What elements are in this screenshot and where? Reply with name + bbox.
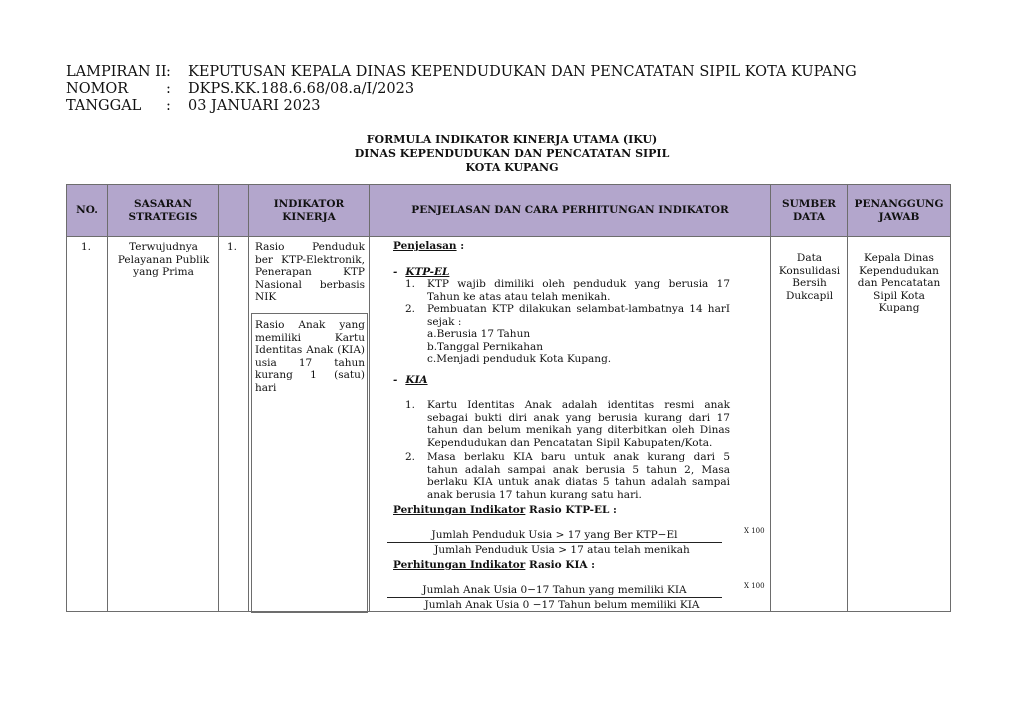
ktp-sub-list: [427, 328, 730, 366]
col-header-penanggung-line: JAWAB: [878, 210, 920, 223]
ktp-item-line: sejak :: [427, 315, 462, 328]
kia-item-line: tahun adalah sampai anak berusia 5 tahun 2, Masa: [427, 463, 730, 476]
kia-item-number: 2.: [405, 451, 416, 463]
kia-item-number: 1.: [405, 399, 416, 411]
doc-title-line-3: KOTA KUPANG: [465, 161, 559, 174]
col-header-indikator-line: INDIKATOR: [273, 197, 345, 210]
col-header-sasaran-line: STRATEGIS: [128, 210, 198, 223]
penanggung-line: dan Pencatatan: [857, 277, 941, 289]
sasaran-line: Pelayanan Publik: [117, 253, 210, 266]
ktp-item-1: [427, 278, 730, 303]
ktp-sub-item: a.Berusia 17 Tahun: [427, 328, 531, 340]
kia-item-line: Masa berlaku KIA baru untuk anak kurang dari 5: [427, 451, 730, 463]
col-header-sasaran-line: SASARAN: [134, 197, 192, 210]
doc-title-line-1: FORMULA INDIKATOR KINERJA UTAMA (IKU): [366, 133, 658, 146]
kia-item-line: anak berusia 17 tahun kurang satu hari.: [427, 488, 642, 501]
ktp-item-line: Pembuatan KTP dilakukan selambat-lambatnya 14 harI: [427, 303, 730, 315]
col-body-subno: [219, 237, 249, 611]
ktp-sub-item: b.Tanggal Pernikahan: [427, 340, 544, 353]
col-header-sumber-line: DATA: [792, 210, 826, 223]
indikator-line: Rasio Penduduk: [255, 241, 365, 253]
col-body-no: [67, 237, 108, 611]
kia-item-1: [427, 399, 730, 449]
indikator-line: memiliki Kartu: [255, 331, 365, 344]
sumber-line: Dukcapil: [785, 289, 834, 302]
kia-title: KIA: [405, 374, 428, 386]
kia-denominator: Jumlah Anak Usia 0 −17 Tahun belum memiliki KIA: [424, 599, 700, 611]
sumber-cell: [771, 252, 848, 302]
col-header-no-label: NO.: [76, 204, 98, 216]
calc-ktp-label: [393, 504, 617, 517]
header-value: DKPS.KK.188.6.68/08.a/I/2023: [188, 81, 415, 97]
doc-title-line-2: DINAS KEPENDUDUKAN DAN PENCATATAN SIPIL: [354, 147, 670, 160]
calc-ktp-label-text: Perhitungan Indikator: [393, 504, 526, 516]
ktp-title: KTP-EL: [405, 266, 450, 278]
ktp-item-number: 2.: [405, 303, 416, 315]
indikator-ktp-cell: [255, 241, 365, 304]
header-key: LAMPIRAN II: [66, 64, 167, 80]
col-header-sumber-line: SUMBER: [782, 197, 836, 210]
penanggung-line: Sipil Kota: [873, 289, 925, 302]
header-sep: :: [166, 64, 171, 80]
indikator-line: usia 17 tahun: [255, 356, 365, 369]
indikator-line: kurang 1 (satu): [255, 369, 365, 381]
penanggung-line: Kupang: [878, 302, 920, 314]
calc-kia-label-rest: Rasio KIA :: [525, 559, 596, 571]
calc-kia-label: [393, 559, 595, 572]
calc-kia-label-text: Perhitungan Indikator: [393, 559, 526, 571]
kia-item-line: Kependudukan dan Pencatatan Sipil Kabupaten/Kota.: [427, 436, 713, 449]
ktp-item-line: KTP wajib dimiliki oleh penduduk yang berusia 17: [427, 278, 730, 290]
header-row-lampiran: [66, 64, 857, 81]
col-header-penjelasan: [370, 185, 771, 237]
header-key: NOMOR: [66, 81, 129, 97]
header-row-nomor: [66, 81, 414, 98]
header-row-tanggal: [66, 98, 320, 115]
row-number: 1.: [81, 241, 92, 253]
header-sep: :: [166, 98, 171, 114]
sub-number: 1.: [227, 241, 238, 253]
sumber-line: Data: [796, 252, 823, 264]
indikator-line: ber KTP-Elektronik,: [255, 253, 365, 266]
kia-item-line: berlaku KIA untuk anak diatas 5 tahun adalah sampai: [427, 476, 730, 488]
col-header-sumber: [771, 185, 848, 237]
iku-table: [66, 184, 951, 612]
penjelasan-label-text: Penjelasan: [393, 240, 457, 252]
sasaran-line: Terwujudnya: [129, 241, 198, 253]
ktp-x100: X 100: [744, 527, 765, 535]
col-header-indikator: [249, 185, 370, 237]
col-body-sasaran: [108, 237, 219, 611]
indikator-kia-cell: [255, 319, 365, 394]
header-value: 03 JANUARI 2023: [188, 98, 321, 114]
penjelasan-colon: :: [456, 240, 465, 252]
ktp-item-2: [427, 303, 730, 328]
header-sep: :: [166, 81, 171, 97]
kia-section-title: [393, 374, 428, 387]
penjelasan-label: [393, 240, 464, 253]
header-key: TANGGAL: [66, 98, 142, 114]
kia-fraction-line: [387, 597, 722, 598]
col-header-indikator-line: KINERJA: [282, 210, 336, 223]
penanggung-line: Kepala Dinas: [864, 252, 934, 264]
indikator-line: Identitas Anak (KIA): [255, 344, 365, 356]
indikator-line: Penerapan KTP: [255, 266, 365, 278]
indikator-line: hari: [255, 381, 277, 394]
ktp-item-number: 1.: [405, 278, 416, 290]
indikator-line: Nasional berbasis: [255, 278, 365, 291]
indikator-line: Rasio Anak yang: [255, 319, 365, 331]
col-header-penjelasan-label: PENJELASAN DAN CARA PERHITUNGAN INDIKATOR: [411, 204, 729, 216]
kia-item-line: tahun dan belum menikah yang diterbitkan oleh Dinas: [427, 424, 730, 436]
col-header-penanggung: [848, 185, 950, 237]
header-value: KEPUTUSAN KEPALA DINAS KEPENDUDUKAN DAN PENCATATAN SIPIL KOTA KUPANG: [188, 64, 857, 80]
col-header-subno: [219, 185, 249, 237]
col-header-no: [67, 185, 108, 237]
kia-item-line: sebagai bukti diri anak yang berusia kurang dari 17: [427, 411, 730, 424]
dash: -: [393, 374, 398, 386]
ktp-item-line: Tahun ke atas atau telah menikah.: [427, 290, 611, 303]
penanggung-line: Kependudukan: [859, 264, 939, 277]
sumber-line: Bersih: [792, 277, 827, 289]
kia-item-2: [427, 451, 730, 501]
col-header-sasaran: [108, 185, 219, 237]
kia-numerator: Jumlah Anak Usia 0−17 Tahun yang memiliki KIA: [422, 584, 687, 596]
ktp-section-title: [393, 266, 449, 279]
ktp-sub-item: c.Menjadi penduduk Kota Kupang.: [427, 353, 612, 365]
indikator-line: NIK: [255, 291, 277, 303]
calc-ktp-label-rest: Rasio KTP-EL :: [525, 504, 617, 516]
kia-x100: X 100: [744, 582, 765, 590]
sasaran-line: yang Prima: [133, 266, 194, 278]
penanggung-cell: [848, 252, 950, 315]
kia-item-line: Kartu Identitas Anak adalah identitas resmi anak: [427, 399, 730, 411]
ktp-denominator: Jumlah Penduduk Usia > 17 atau telah menikah: [434, 544, 690, 556]
ktp-fraction-line: [387, 542, 722, 543]
sumber-line: Konsulidasi: [778, 264, 841, 277]
sasaran-cell: [108, 241, 219, 279]
dash: -: [393, 266, 398, 278]
col-header-penanggung-line: PENANGGUNG: [854, 197, 944, 210]
ktp-numerator: Jumlah Penduduk Usia > 17 yang Ber KTP−El: [431, 529, 678, 541]
